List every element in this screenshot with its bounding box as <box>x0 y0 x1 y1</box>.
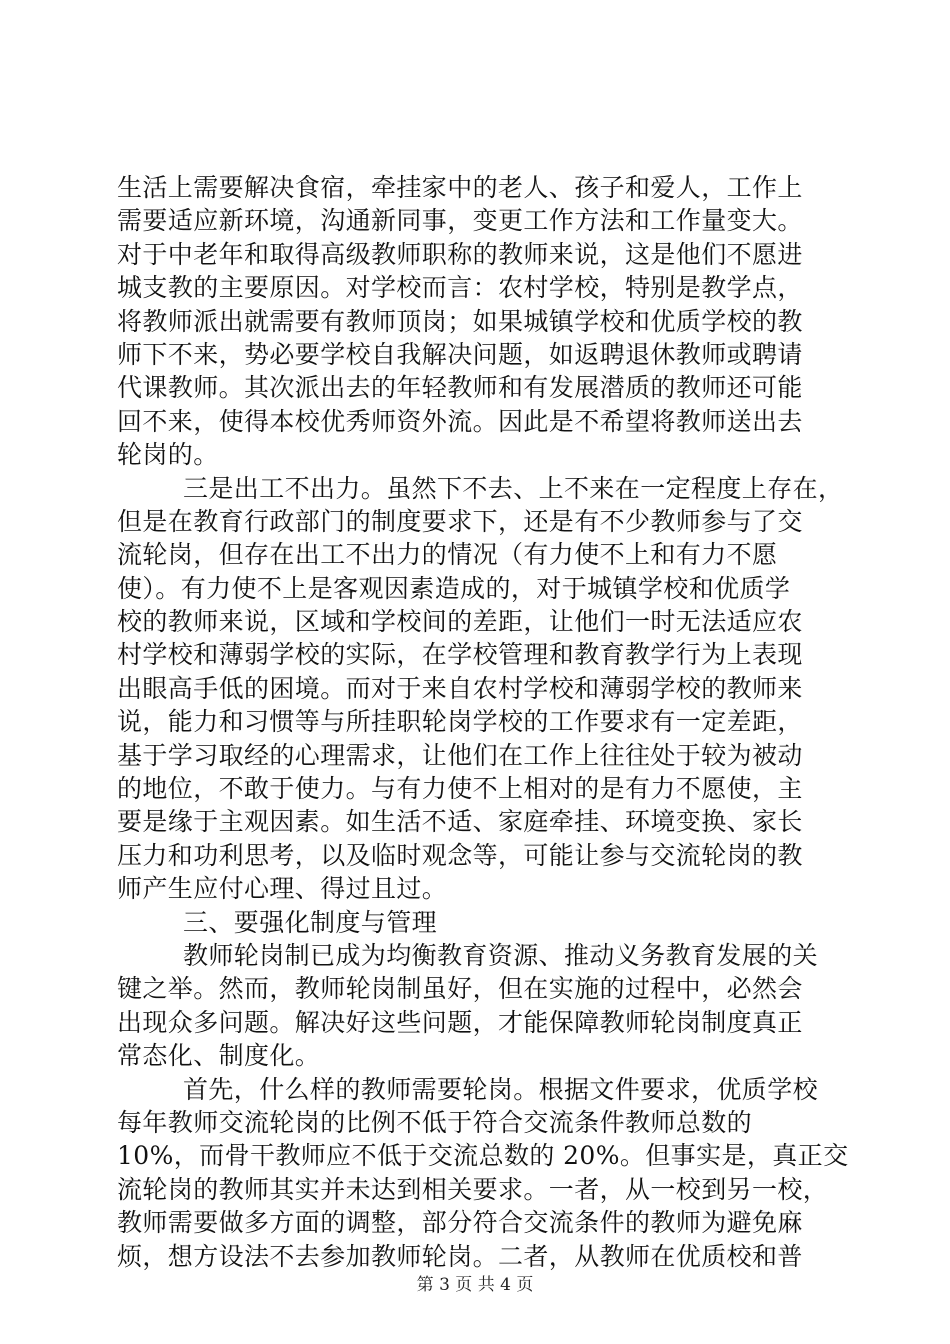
text-line: 对于中老年和取得高级教师职称的教师来说，这是他们不愿进 <box>117 239 803 269</box>
page-footer: 第 3 页 共 4 页 <box>416 1275 534 1295</box>
text-line: 说，能力和习惯等与所挂职轮岗学校的工作要求有一定差距， <box>117 707 803 737</box>
text-line: 需要适应新环境，沟通新同事，变更工作方法和工作量变大。 <box>117 206 803 236</box>
text-line: 10%，而骨干教师应不低于交流总数的 20%。但事实是，真正交 <box>117 1141 849 1171</box>
text-line: 但是在教育行政部门的制度要求下，还是有不少教师参与了交 <box>117 506 803 536</box>
text-line: 压力和功利思考，以及临时观念等，可能让参与交流轮岗的教 <box>117 840 803 870</box>
text-line: 生活上需要解决食宿，牵挂家中的老人、孩子和爱人，工作上 <box>117 173 803 202</box>
text-line: 代课教师。其次派出去的年轻教师和有发展潜质的教师还可能 <box>117 373 803 403</box>
text-line: 将教师派出就需要有教师顶岗；如果城镇学校和优质学校的教 <box>117 306 803 336</box>
text-line: 城支教的主要原因。对学校而言：农村学校，特别是教学点， <box>117 273 803 303</box>
text-line: 校的教师来说，区域和学校间的差距，让他们一时无法适应农 <box>117 607 803 637</box>
text-line: 要是缘于主观因素。如生活不适、家庭牵挂、环境变换、家长 <box>117 807 803 837</box>
text-line: 首先，什么样的教师需要轮岗。根据文件要求，优质学校 <box>183 1074 819 1104</box>
text-line: 师产生应付心理、得过且过。 <box>117 874 448 904</box>
text-line: 基于学习取经的心理需求，让他们在工作上往往处于较为被动 <box>117 740 803 770</box>
text-line: 使）。有力使不上是客观因素造成的，对于城镇学校和优质学 <box>117 573 791 603</box>
text-line: 流轮岗的教师其实并未达到相关要求。一者，从一校到另一校， <box>117 1174 829 1204</box>
text-line: 教师需要做多方面的调整，部分符合交流条件的教师为避免麻 <box>117 1208 803 1238</box>
text-line: 常态化、制度化。 <box>117 1041 321 1071</box>
text-line: 的地位，不敢于使力。与有力使不上相对的是有力不愿使，主 <box>117 774 803 804</box>
text-line: 村学校和薄弱学校的实际，在学校管理和教育教学行为上表现 <box>117 640 803 670</box>
text-line: 烦，想方设法不去参加教师轮岗。二者，从教师在优质校和普 <box>117 1241 803 1271</box>
text-line: 键之举。然而，教师轮岗制虽好，但在实施的过程中，必然会 <box>117 974 803 1004</box>
text-line: 师下不来，势必要学校自我解决问题，如返聘退休教师或聘请 <box>117 339 803 369</box>
text-line: 轮岗的。 <box>117 440 219 470</box>
text-line: 三、要强化制度与管理 <box>183 907 438 937</box>
text-line: 回不来，使得本校优秀师资外流。因此是不希望将教师送出去 <box>117 406 803 436</box>
text-line: 每年教师交流轮岗的比例不低于符合交流条件教师总数的 <box>117 1107 753 1137</box>
body-text <box>117 171 849 1273</box>
text-line: 流轮岗，但存在出工不出力的情况（有力使不上和有力不愿 <box>117 540 778 570</box>
text-line: 教师轮岗制已成为均衡教育资源、推动义务教育发展的关 <box>183 940 819 970</box>
text-line: 三是出工不出力。虽然下不去、上不来在一定程度上存在， <box>183 473 844 503</box>
text-line: 出现众多问题。解决好这些问题，才能保障教师轮岗制度真正 <box>117 1007 803 1037</box>
text-line: 出眼高手低的困境。而对于来自农村学校和薄弱学校的教师来 <box>117 673 803 703</box>
